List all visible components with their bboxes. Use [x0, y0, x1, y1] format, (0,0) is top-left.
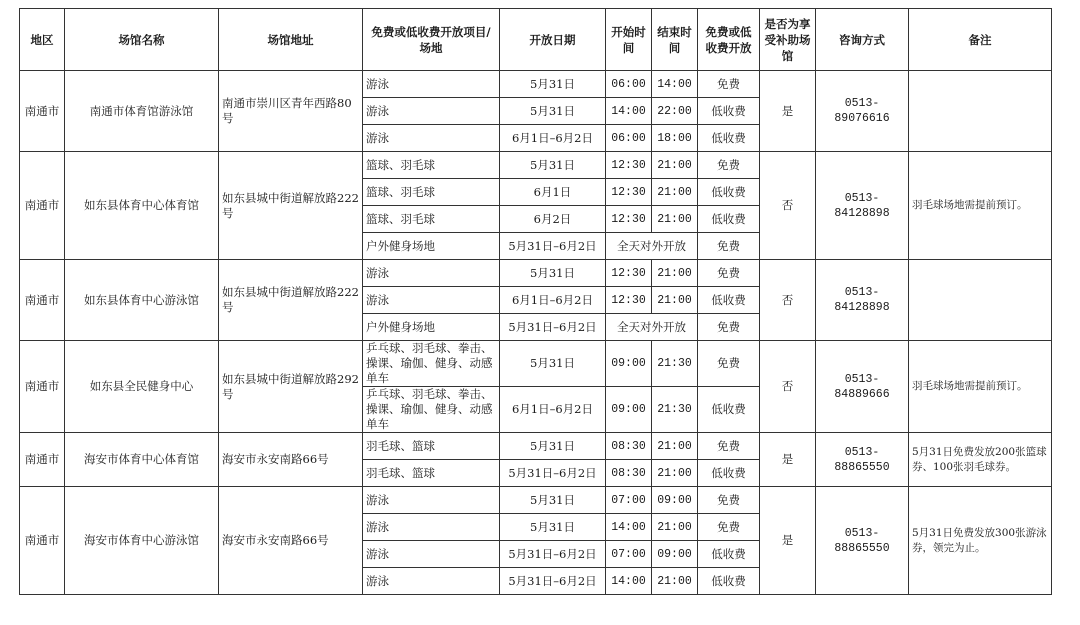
end-time-cell: 18:00 — [652, 125, 698, 152]
start-time-cell: 07:00 — [606, 487, 652, 514]
note-cell: 羽毛球场地需提前预订。 — [909, 152, 1052, 260]
subsidy-cell: 是 — [760, 71, 816, 152]
contact-cell: 0513-84889666 — [816, 341, 909, 433]
start-time-cell: 08:30 — [606, 433, 652, 460]
start-time-cell: 12:30 — [606, 152, 652, 179]
start-time-cell: 07:00 — [606, 541, 652, 568]
end-time-cell: 21:00 — [652, 179, 698, 206]
venue-address-cell: 海安市永安南路66号 — [219, 487, 363, 595]
region-cell: 南通市 — [20, 71, 65, 152]
end-time-cell: 21:00 — [652, 568, 698, 595]
date-cell: 5月31日–6月2日 — [500, 568, 606, 595]
fee-cell: 免费 — [698, 260, 760, 287]
contact-cell: 0513-88865550 — [816, 433, 909, 487]
end-time-cell: 21:30 — [652, 341, 698, 387]
item-cell: 游泳 — [363, 125, 500, 152]
all-day-open-cell: 全天对外开放 — [606, 314, 698, 341]
header-region: 地区 — [20, 9, 65, 71]
venue-name-cell: 如东县体育中心游泳馆 — [65, 260, 219, 341]
item-cell: 游泳 — [363, 568, 500, 595]
venue-name-cell: 如东县全民健身中心 — [65, 341, 219, 433]
date-cell: 5月31日 — [500, 487, 606, 514]
date-cell: 5月31日 — [500, 98, 606, 125]
fee-cell: 免费 — [698, 233, 760, 260]
venue-address-cell: 如东县城中街道解放路222号 — [219, 260, 363, 341]
item-cell: 游泳 — [363, 260, 500, 287]
venue-address-cell: 如东县城中街道解放路292号 — [219, 341, 363, 433]
venue-address-cell: 南通市崇川区青年西路80号 — [219, 71, 363, 152]
fee-cell: 免费 — [698, 71, 760, 98]
item-cell: 篮球、羽毛球 — [363, 152, 500, 179]
contact-cell: 0513-84128898 — [816, 152, 909, 260]
table-row — [20, 152, 1052, 179]
contact-cell: 0513-88865550 — [816, 487, 909, 595]
start-time-cell: 09:00 — [606, 341, 652, 387]
fee-cell: 免费 — [698, 314, 760, 341]
note-cell — [909, 260, 1052, 341]
item-cell: 游泳 — [363, 514, 500, 541]
date-cell: 5月31日–6月2日 — [500, 233, 606, 260]
table-row — [20, 341, 1052, 387]
fee-cell: 低收费 — [698, 541, 760, 568]
note-cell: 羽毛球场地需提前预订。 — [909, 341, 1052, 433]
item-cell: 游泳 — [363, 487, 500, 514]
date-cell: 5月31日 — [500, 152, 606, 179]
fee-cell: 低收费 — [698, 179, 760, 206]
date-cell: 6月2日 — [500, 206, 606, 233]
end-time-cell: 21:00 — [652, 260, 698, 287]
end-time-cell: 22:00 — [652, 98, 698, 125]
venue-address-cell: 海安市永安南路66号 — [219, 433, 363, 487]
date-cell: 5月31日 — [500, 341, 606, 387]
end-time-cell: 09:00 — [652, 487, 698, 514]
date-cell: 6月1日 — [500, 179, 606, 206]
item-cell: 篮球、羽毛球 — [363, 206, 500, 233]
venue-schedule-table — [19, 8, 1052, 595]
date-cell: 5月31日 — [500, 260, 606, 287]
header-start: 开始时间 — [606, 9, 652, 71]
fee-cell: 低收费 — [698, 460, 760, 487]
item-cell: 户外健身场地 — [363, 314, 500, 341]
item-cell: 游泳 — [363, 287, 500, 314]
header-items: 免费或低收费开放项目/场地 — [363, 9, 500, 71]
item-cell: 羽毛球、篮球 — [363, 433, 500, 460]
date-cell: 5月31日 — [500, 514, 606, 541]
fee-cell: 免费 — [698, 433, 760, 460]
subsidy-cell: 是 — [760, 487, 816, 595]
end-time-cell: 21:00 — [652, 206, 698, 233]
date-cell: 5月31日 — [500, 433, 606, 460]
end-time-cell: 21:00 — [652, 287, 698, 314]
fee-cell: 低收费 — [698, 287, 760, 314]
header-row — [20, 9, 1052, 71]
note-cell: 5月31日免费发放200张篮球券、100张羽毛球券。 — [909, 433, 1052, 487]
header-venue: 场馆名称 — [65, 9, 219, 71]
fee-cell: 低收费 — [698, 125, 760, 152]
header-contact: 咨询方式 — [816, 9, 909, 71]
header-dates: 开放日期 — [500, 9, 606, 71]
header-fee: 免费或低收费开放 — [698, 9, 760, 71]
header-notes: 备注 — [909, 9, 1052, 71]
start-time-cell: 14:00 — [606, 568, 652, 595]
region-cell: 南通市 — [20, 260, 65, 341]
date-cell: 5月31日–6月2日 — [500, 460, 606, 487]
venue-address-cell: 如东县城中街道解放路222号 — [219, 152, 363, 260]
document-page — [19, 8, 1051, 595]
table-row — [20, 433, 1052, 460]
date-cell: 6月1日–6月2日 — [500, 287, 606, 314]
start-time-cell: 12:30 — [606, 260, 652, 287]
table-row — [20, 260, 1052, 287]
end-time-cell: 21:00 — [652, 514, 698, 541]
note-cell — [909, 71, 1052, 152]
item-cell: 游泳 — [363, 98, 500, 125]
start-time-cell: 06:00 — [606, 71, 652, 98]
date-cell: 5月31日 — [500, 71, 606, 98]
subsidy-cell: 是 — [760, 433, 816, 487]
header-subsidy: 是否为享受补助场馆 — [760, 9, 816, 71]
fee-cell: 免费 — [698, 341, 760, 387]
fee-cell: 免费 — [698, 514, 760, 541]
start-time-cell: 14:00 — [606, 514, 652, 541]
item-cell: 羽毛球、篮球 — [363, 460, 500, 487]
end-time-cell: 09:00 — [652, 541, 698, 568]
venue-name-cell: 如东县体育中心体育馆 — [65, 152, 219, 260]
date-cell: 6月1日–6月2日 — [500, 387, 606, 433]
fee-cell: 低收费 — [698, 387, 760, 433]
header-address: 场馆地址 — [219, 9, 363, 71]
date-cell: 5月31日–6月2日 — [500, 314, 606, 341]
contact-cell: 0513-84128898 — [816, 260, 909, 341]
contact-cell: 0513-89076616 — [816, 71, 909, 152]
start-time-cell: 06:00 — [606, 125, 652, 152]
item-cell: 游泳 — [363, 71, 500, 98]
end-time-cell: 21:30 — [652, 387, 698, 433]
start-time-cell: 09:00 — [606, 387, 652, 433]
subsidy-cell: 否 — [760, 260, 816, 341]
start-time-cell: 08:30 — [606, 460, 652, 487]
region-cell: 南通市 — [20, 152, 65, 260]
fee-cell: 免费 — [698, 487, 760, 514]
end-time-cell: 21:00 — [652, 433, 698, 460]
start-time-cell: 12:30 — [606, 206, 652, 233]
item-cell: 篮球、羽毛球 — [363, 179, 500, 206]
fee-cell: 免费 — [698, 152, 760, 179]
fee-cell: 低收费 — [698, 98, 760, 125]
start-time-cell: 12:30 — [606, 179, 652, 206]
item-cell: 乒乓球、羽毛球、拳击、操课、瑜伽、健身、动感单车 — [363, 341, 500, 387]
item-cell: 游泳 — [363, 541, 500, 568]
end-time-cell: 21:00 — [652, 152, 698, 179]
date-cell: 6月1日–6月2日 — [500, 125, 606, 152]
end-time-cell: 14:00 — [652, 71, 698, 98]
item-cell: 乒乓球、羽毛球、拳击、操课、瑜伽、健身、动感单车 — [363, 387, 500, 433]
header-end: 结束时间 — [652, 9, 698, 71]
venue-name-cell: 海安市体育中心游泳馆 — [65, 487, 219, 595]
region-cell: 南通市 — [20, 487, 65, 595]
venue-name-cell: 海安市体育中心体育馆 — [65, 433, 219, 487]
table-row — [20, 487, 1052, 514]
subsidy-cell: 否 — [760, 341, 816, 433]
venue-name-cell: 南通市体育馆游泳馆 — [65, 71, 219, 152]
fee-cell: 低收费 — [698, 206, 760, 233]
all-day-open-cell: 全天对外开放 — [606, 233, 698, 260]
region-cell: 南通市 — [20, 433, 65, 487]
end-time-cell: 21:00 — [652, 460, 698, 487]
start-time-cell: 14:00 — [606, 98, 652, 125]
date-cell: 5月31日–6月2日 — [500, 541, 606, 568]
fee-cell: 低收费 — [698, 568, 760, 595]
item-cell: 户外健身场地 — [363, 233, 500, 260]
table-row — [20, 71, 1052, 98]
subsidy-cell: 否 — [760, 152, 816, 260]
region-cell: 南通市 — [20, 341, 65, 433]
start-time-cell: 12:30 — [606, 287, 652, 314]
note-cell: 5月31日免费发放300张游泳券，领完为止。 — [909, 487, 1052, 595]
